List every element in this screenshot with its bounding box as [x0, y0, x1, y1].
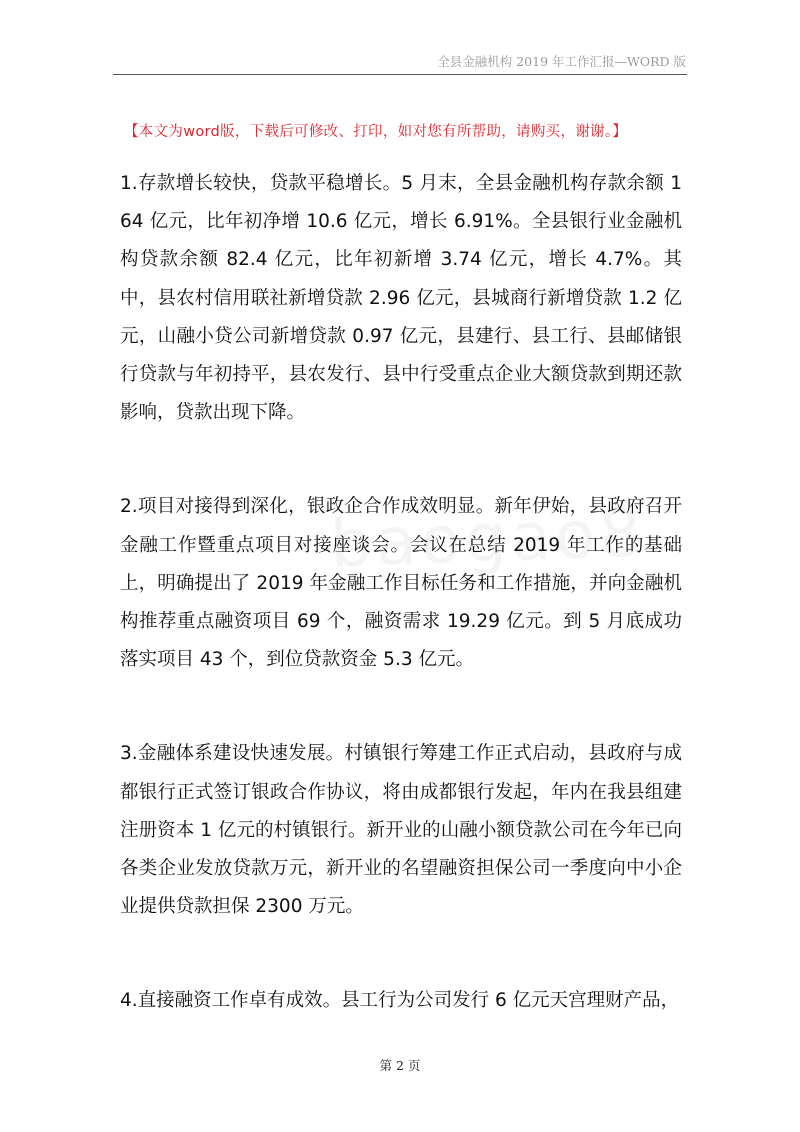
page-number: 第 2 页 [379, 1058, 421, 1073]
header-divider [113, 74, 687, 75]
paragraph-direct-financing: 4.直接融资工作卓有成效。县工行为公司发行 6 亿元天宫理财产品， [120, 990, 680, 1012]
paragraph-project-docking: 2.项目对接得到深化，银政企合作成效明显。新年伊始，县政府召开金融工作暨重点项目对接座谈会。会议在总结 2019 年工作的基础上，明确提出了 2019 年金融工作目标任务和工作措施，并向金融机构推荐重点融资项目 69 个，融资需求 19.29 亿元。到 5 月底成功落实项目 43 个，到位贷款资金 5.3 亿元。 [120, 496, 682, 671]
purchase-notice: 【本文为word版，下载后可修改、打印，如对您有所帮助，请购买，谢谢。】 [124, 124, 628, 140]
running-header: 全县金融机构 2019 年工作汇报—WORD 版 [437, 54, 686, 69]
paragraph-deposits-loans: 1.存款增长较快，贷款平稳增长。5 月末，全县金融机构存款余额 164 亿元，比年初净增 10.6 亿元，增长 6.91%。全县银行业金融机构贷款余额 82.4 亿元，比年初新增 3.74 亿元，增长 4.7%。其中，县农村信用联社新增贷款 2.96 亿元，县城商行新增贷款 1.2 亿元，山融小贷公司新增贷款 0.97 亿元，县建行、县工行、县邮储银行贷款与年初持平，县农发行、县中行受重点企业大额贷款到期还款影响，贷款出现下降。 [120, 173, 682, 424]
paragraph-financial-system: 3.金融体系建设快速发展。村镇银行筹建工作正式启动，县政府与成都银行正式签订银政合作协议，将由成都银行发起，年内在我县组建注册资本 1 亿元的村镇银行。新开业的山融小额贷款公司在今年已向各类企业发放贷款万元，新开业的名望融资担保公司一季度向中小企业提供贷款担保 2300 万元。 [120, 743, 682, 918]
document-body [120, 165, 682, 1021]
